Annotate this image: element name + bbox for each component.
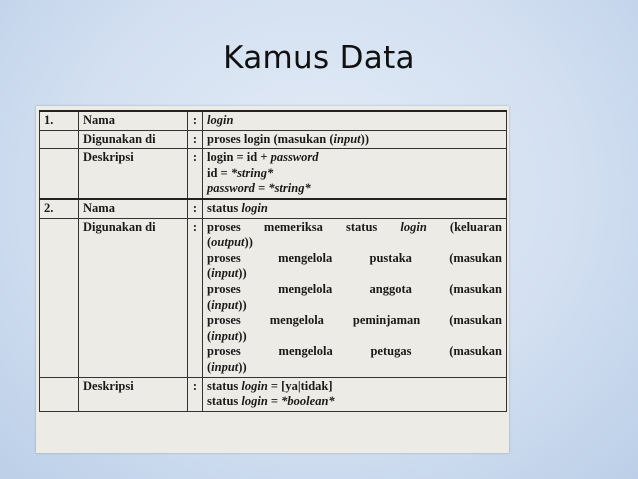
table-row bbox=[40, 130, 507, 149]
nama-label: Nama bbox=[79, 199, 188, 218]
digunakan-value: proses memeriksa status login (keluaran (output)) proses mengelola pustaka (masukan (input)) proses mengelola anggota (masukan (input)) proses mengelola peminjaman (masukan (input)) proses mengelola petugas (masukan (input)) bbox=[203, 218, 507, 377]
table-row bbox=[40, 218, 507, 377]
nama-label: Nama bbox=[79, 111, 188, 130]
slide-title: Kamus Data bbox=[223, 40, 415, 76]
colon: : bbox=[188, 130, 203, 149]
deskripsi-label: Deskripsi bbox=[79, 377, 188, 411]
table-row bbox=[40, 377, 507, 411]
colon: : bbox=[188, 199, 203, 218]
colon: : bbox=[188, 149, 203, 199]
table-row bbox=[40, 199, 507, 218]
entry-number: 2. bbox=[40, 199, 79, 218]
data-dictionary-table bbox=[39, 110, 507, 412]
table-row bbox=[40, 111, 507, 130]
table-row bbox=[40, 149, 507, 199]
scanned-data-dictionary-image bbox=[36, 106, 509, 453]
deskripsi-label: Deskripsi bbox=[79, 149, 188, 199]
entry-number: 1. bbox=[40, 111, 79, 130]
deskripsi-value: login = id + password id = *string* password = *string* bbox=[203, 149, 507, 199]
nama-value: login bbox=[203, 111, 507, 130]
digunakan-label: Digunakan di bbox=[79, 130, 188, 149]
deskripsi-value: status login = [ya|tidak] status login = *boolean* bbox=[203, 377, 507, 411]
colon: : bbox=[188, 218, 203, 377]
colon: : bbox=[188, 377, 203, 411]
digunakan-value: proses login (masukan (input)) bbox=[203, 130, 507, 149]
digunakan-label: Digunakan di bbox=[79, 218, 188, 377]
colon: : bbox=[188, 111, 203, 130]
nama-value: status login bbox=[203, 199, 507, 218]
